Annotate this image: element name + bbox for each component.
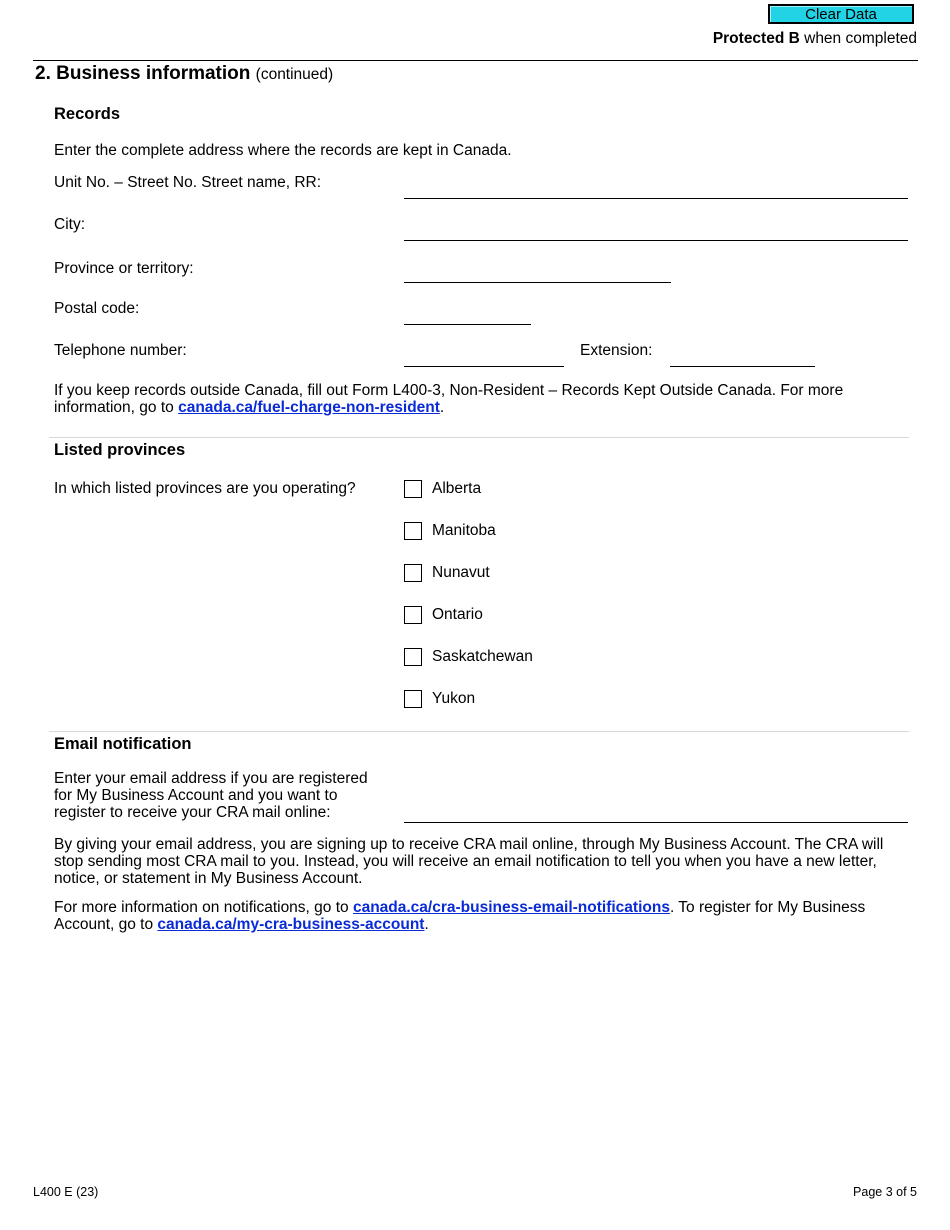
more-info-text-3: . <box>424 916 429 933</box>
form-identifier: L400 E (23) <box>33 1185 99 1199</box>
alberta-label: Alberta <box>432 480 482 497</box>
province-option-alberta[interactable] <box>404 478 481 500</box>
records-heading: Records <box>54 105 121 123</box>
telephone-label: Telephone number: <box>54 342 187 359</box>
outside-text-1: If you keep records outside Canada, fill out Form L400-3, Non-Resident – Records Kept Outside Canada. For more information, go to <box>54 382 844 416</box>
postal-code-label: Postal code: <box>54 300 140 317</box>
provinces-question: In which listed provinces are you operating? <box>54 480 356 497</box>
email-more-info <box>54 899 904 933</box>
records-intro: Enter the complete address where the records are kept in Canada. <box>54 142 512 159</box>
street-field[interactable] <box>404 198 908 199</box>
my-business-account-link[interactable]: canada.ca/my-cra-business-account <box>157 916 425 933</box>
more-info-text-2: . To register for My Business Account, go to <box>54 899 866 933</box>
section-continued: (continued) <box>255 66 334 83</box>
protected-suffix: when completed <box>799 30 917 47</box>
yukon-label: Yukon <box>432 690 476 707</box>
email-prompt-line-3: register to receive your CRA mail online: <box>54 804 331 821</box>
section-title <box>35 63 333 85</box>
saskatchewan-label: Saskatchewan <box>432 648 533 665</box>
header-rule <box>33 60 918 61</box>
ontario-label: Ontario <box>432 606 483 623</box>
outside-text-2: . <box>439 399 445 416</box>
email-prompt <box>54 770 368 821</box>
yukon-checkbox[interactable] <box>404 690 422 708</box>
fuel-charge-non-resident-link[interactable]: canada.ca/fuel-charge-non-resident <box>178 399 440 416</box>
manitoba-checkbox[interactable] <box>404 522 422 540</box>
province-option-nunavut[interactable] <box>404 562 490 584</box>
province-option-manitoba[interactable] <box>404 520 496 542</box>
province-option-saskatchewan[interactable] <box>404 646 533 668</box>
records-outside-info <box>54 382 904 416</box>
clear-data-button[interactable]: Clear Data <box>768 4 914 24</box>
email-info-paragraph: By giving your email address, you are signing up to receive CRA mail online, through My Business Account. The CRA will stop sending most CRA mail to you. Instead, you will receive an email notification to tell you when you have a new letter, notice, or statement in My Business Account. <box>54 836 884 887</box>
protected-label: Protected B <box>712 30 800 47</box>
alberta-checkbox[interactable] <box>404 480 422 498</box>
email-prompt-line-1: Enter your email address if you are registered <box>54 770 368 787</box>
city-label: City: <box>54 216 85 233</box>
more-info-text-1: For more information on notifications, go to <box>54 899 353 916</box>
city-field[interactable] <box>404 240 908 241</box>
email-notification-heading: Email notification <box>54 735 192 753</box>
province-option-yukon[interactable] <box>404 688 475 710</box>
saskatchewan-checkbox[interactable] <box>404 648 422 666</box>
email-notifications-link[interactable]: canada.ca/cra-business-email-notifications <box>352 899 670 916</box>
manitoba-label: Manitoba <box>432 522 496 539</box>
province-field[interactable] <box>404 282 671 283</box>
protected-notice <box>713 30 917 48</box>
postal-code-field[interactable] <box>404 324 531 325</box>
nunavut-checkbox[interactable] <box>404 564 422 582</box>
page-number: Page 3 of 5 <box>853 1185 917 1199</box>
divider-email <box>49 731 909 732</box>
telephone-field[interactable] <box>404 366 564 367</box>
extension-field[interactable] <box>670 366 815 367</box>
ontario-checkbox[interactable] <box>404 606 422 624</box>
province-option-ontario[interactable] <box>404 604 483 626</box>
nunavut-label: Nunavut <box>432 564 490 581</box>
street-label: Unit No. – Street No. Street name, RR: <box>54 174 322 191</box>
extension-label: Extension: <box>580 342 653 359</box>
listed-provinces-heading: Listed provinces <box>54 441 186 459</box>
province-label: Province or territory: <box>54 260 194 277</box>
email-field[interactable] <box>404 822 908 823</box>
section-title-text: 2. Business information <box>35 63 251 84</box>
email-prompt-line-2: for My Business Account and you want to <box>54 787 338 804</box>
divider-provinces <box>49 437 909 438</box>
